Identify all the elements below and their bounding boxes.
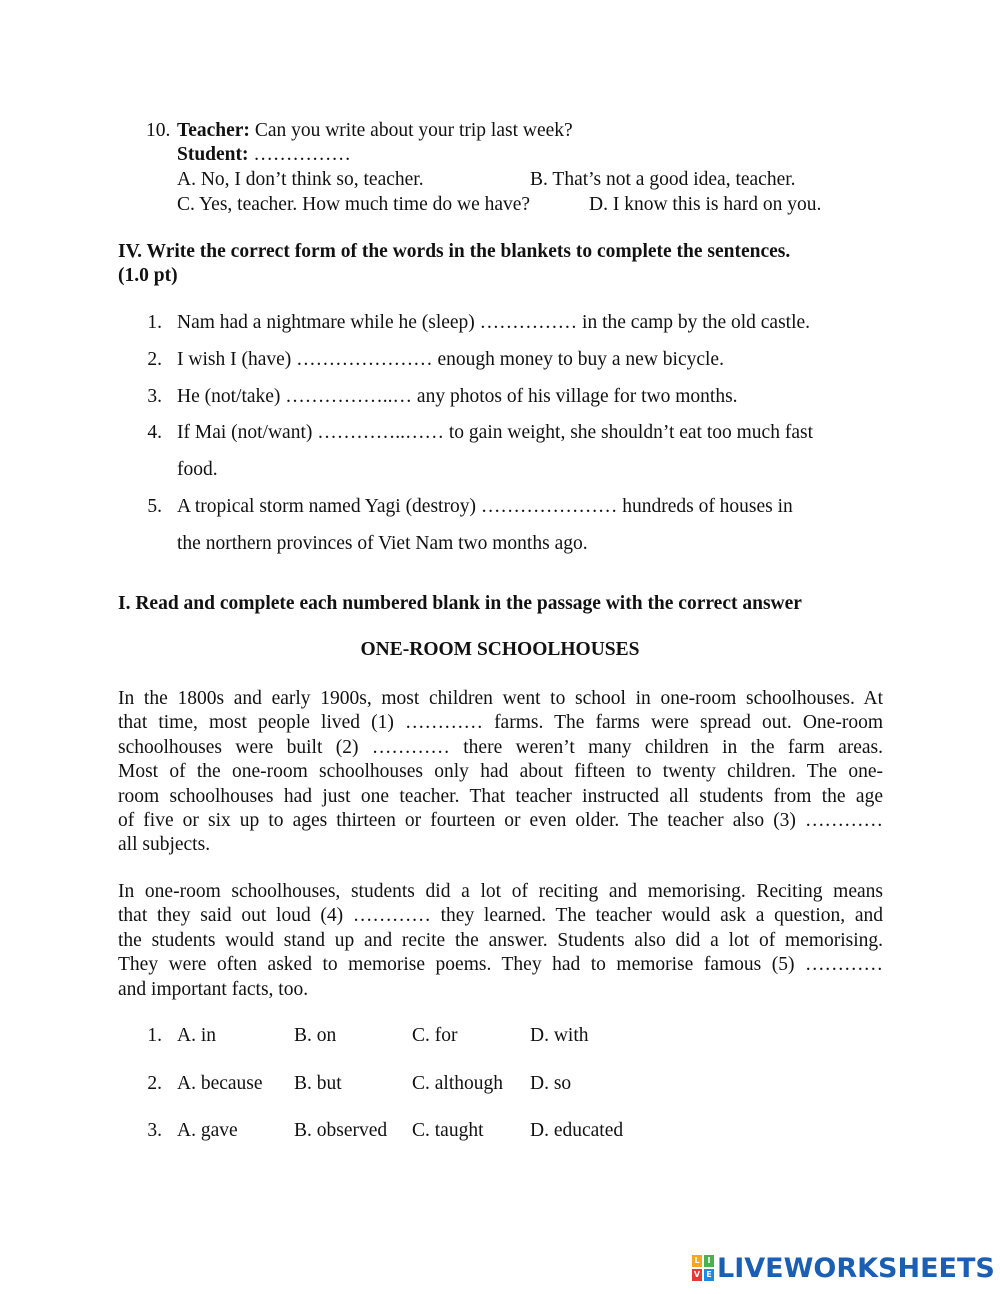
passage-line: of five or six up to ages thirteen or fourteen or even older. The teacher also (3) ………… bbox=[118, 809, 883, 831]
item-text: A tropical storm named Yagi (destroy) ………………… hundreds of houses in bbox=[177, 496, 793, 517]
logo-icon bbox=[692, 1255, 714, 1281]
passage-line: In one-room schoolhouses, students did a lot of reciting and memorising. Reciting means bbox=[118, 881, 883, 902]
logo-block-l: L bbox=[692, 1255, 702, 1267]
passage-line: Most of the one-room schoolhouses only had about fifteen to twenty children. The one- bbox=[118, 761, 883, 783]
liveworksheets-logo[interactable] bbox=[692, 1253, 995, 1283]
section-title: IV. Write the correct form of the words in the blankets to complete the sentences. bbox=[118, 241, 791, 262]
choice-c: C. although bbox=[412, 1073, 503, 1094]
choice-c: C. taught bbox=[412, 1120, 484, 1141]
item-number: 1. bbox=[147, 312, 162, 333]
passage-paragraph-2 bbox=[118, 880, 883, 1002]
choice-a: A. in bbox=[177, 1025, 216, 1046]
passage-line: that they said out loud (4) ………… they learned. The teacher would ask a question, and bbox=[118, 905, 883, 927]
choice-a: A. because bbox=[177, 1073, 263, 1094]
choice-number: 2. bbox=[147, 1073, 162, 1094]
item-number: 5. bbox=[147, 496, 162, 517]
choice-b: B. observed bbox=[294, 1120, 388, 1141]
item-text: Nam had a nightmare while he (sleep) …………… in the camp by the old castle. bbox=[177, 312, 811, 333]
choice-number: 3. bbox=[147, 1120, 162, 1141]
choice-b: B. on bbox=[294, 1025, 337, 1046]
student-blank: …………… bbox=[248, 144, 351, 165]
item-text: If Mai (not/want) …………..…… to gain weight, she shouldn’t eat too much fast bbox=[177, 422, 813, 443]
passage-line: that time, most people lived (1) ………… farms. The farms were spread out. One-room bbox=[118, 712, 883, 734]
section-points: (1.0 pt) bbox=[118, 265, 178, 286]
choice-d: D. with bbox=[530, 1025, 589, 1046]
item-number: 2. bbox=[147, 349, 162, 370]
passage-paragraph-1 bbox=[118, 687, 883, 858]
option-c: C. Yes, teacher. How much time do we have? bbox=[177, 194, 531, 215]
option-d: D. I know this is hard on you. bbox=[589, 194, 822, 215]
passage-title: ONE-ROOM SCHOOLHOUSES bbox=[360, 639, 640, 660]
passage-line: room schoolhouses had just one teacher. That teacher instructed all students from the age bbox=[118, 785, 883, 807]
choice-number: 1. bbox=[147, 1025, 162, 1046]
item-number: 3. bbox=[147, 386, 162, 407]
passage-line: They were often asked to memorise poems. They had to memorise famous (5) ………… bbox=[118, 954, 883, 976]
choice-a: A. gave bbox=[177, 1120, 238, 1141]
option-b: B. That’s not a good idea, teacher. bbox=[530, 169, 796, 190]
item-text-continued: food. bbox=[177, 459, 218, 480]
passage-line: schoolhouses were built (2) ………… there weren’t many children in the farm areas. bbox=[118, 736, 883, 758]
item-number: 4. bbox=[147, 422, 162, 443]
section-title: I. Read and complete each numbered blank in the passage with the correct answer bbox=[118, 593, 802, 614]
teacher-label: Teacher: bbox=[177, 120, 250, 141]
logo-text: LIVEWORKSHEETS bbox=[717, 1252, 995, 1284]
passage-line: and important facts, too. bbox=[118, 978, 309, 1000]
student-label: Student: bbox=[177, 144, 249, 165]
item-text-continued: the northern provinces of Viet Nam two months ago. bbox=[177, 533, 588, 554]
logo-block-e: E bbox=[704, 1269, 714, 1281]
logo-block-v: V bbox=[693, 1270, 701, 1279]
question-number: 10. bbox=[146, 120, 171, 141]
student-line bbox=[177, 144, 351, 166]
choice-d: D. so bbox=[530, 1073, 572, 1094]
choice-c: C. for bbox=[412, 1025, 458, 1046]
passage-line: In the 1800s and early 1900s, most children went to school in one-room schoolhouses. At bbox=[118, 688, 883, 709]
passage-line: the students would stand up and recite the answer. Students also did a lot of memorising. bbox=[118, 929, 883, 951]
teacher-line bbox=[177, 120, 573, 142]
item-text: He (not/take) ……………..… any photos of his village for two months. bbox=[177, 386, 738, 407]
option-a: A. No, I don’t think so, teacher. bbox=[177, 169, 424, 190]
logo-block-i: I bbox=[704, 1255, 714, 1267]
choice-b: B. but bbox=[294, 1073, 342, 1094]
choice-d: D. educated bbox=[530, 1120, 624, 1141]
item-text: I wish I (have) ………………… enough money to buy a new bicycle. bbox=[177, 349, 724, 370]
teacher-text: Can you write about your trip last week? bbox=[249, 120, 573, 141]
passage-line: all subjects. bbox=[118, 834, 211, 856]
